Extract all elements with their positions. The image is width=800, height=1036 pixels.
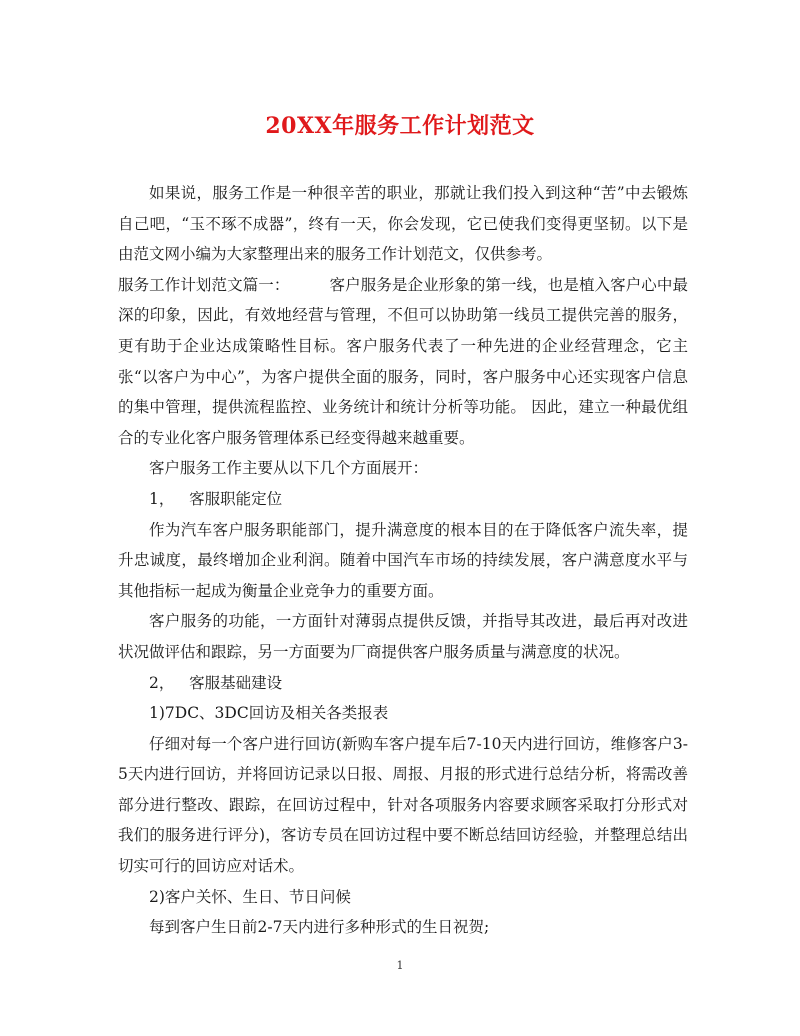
heading-infrastructure: 2， 客服基础建设 xyxy=(149,673,283,692)
paragraph-section-one xyxy=(118,270,688,454)
paragraph-intro: 如果说，服务工作是一种很辛苦的职业，那就让我们投入到这种“苦”中去锻炼自己吧，“玉不琢不成器”，终有一天，你会发现，它已使我们变得更坚韧。以下是由范文网小编为大家整理出来的服务工作计划范文，仅供参考。 xyxy=(118,184,688,264)
document-title: 20XX年服务工作计划范文 xyxy=(265,113,535,139)
paragraph-revisit-details: 仔细对每一个客户进行回访(新购车客户提车后7-10天内进行回访，维修客户3-5天内进行回访，并将回访记录以日报、周报、月报的形式进行总结分析，将需改善部分进行整改、跟踪，在回访过程中，针对各项服务内容要求顾客采取打分形式对我们的服务进行评分)，客访专员在回访过程中要不断总结回访经验，并整理总结出切实可行的回访应对话术。 xyxy=(118,734,688,876)
section-text: 客户服务是企业形象的第一线，也是植入客户心中最深的印象，因此，有效地经营与管理，不但可以协助第一线员工提供完善的服务，更有助于企业达成策略性目标。客户服务代表了一种先进的企业经营理念，它主张“以客户为中心”，为客户提供全面的服务，同时，客户服务中心还实现客户信息的集中管理，提供流程监控、业务统计和统计分析等功能。 因此，建立一种最优组合的专业化客户服务管理体系已经变得越来越重要。 xyxy=(118,275,688,447)
paragraph-birthday-greetings: 每到客户生日前2-7天内进行多种形式的生日祝贺; xyxy=(149,918,490,937)
page-number: 1 xyxy=(396,959,404,972)
heading-function-positioning: 1， 客服职能定位 xyxy=(149,489,283,508)
document-body xyxy=(118,178,688,943)
section-label: 服务工作计划范文篇一： xyxy=(118,275,290,294)
paragraph-function-positioning: 作为汽车客户服务职能部门，提升满意度的根本目的在于降低客户流失率，提升忠诚度，最终增加企业利润。随着中国汽车市场的持续发展，客户满意度水平与其他指标一起成为衡量企业竞争力的重要方面。 xyxy=(118,520,688,600)
heading-revisit-reports: 1)7DC、3DC回访及相关各类报表 xyxy=(149,704,389,723)
heading-customer-care: 2)客户关怀、生日、节日问候 xyxy=(149,887,351,906)
paragraph-service-function: 客户服务的功能，一方面针对薄弱点提供反馈，并指导其改进，最后再对改进状况做评估和跟踪，另一方面要为厂商提供客户服务质量与满意度的状况。 xyxy=(118,612,688,661)
paragraph-service-aspects: 客户服务工作主要从以下几个方面展开： xyxy=(149,459,429,478)
